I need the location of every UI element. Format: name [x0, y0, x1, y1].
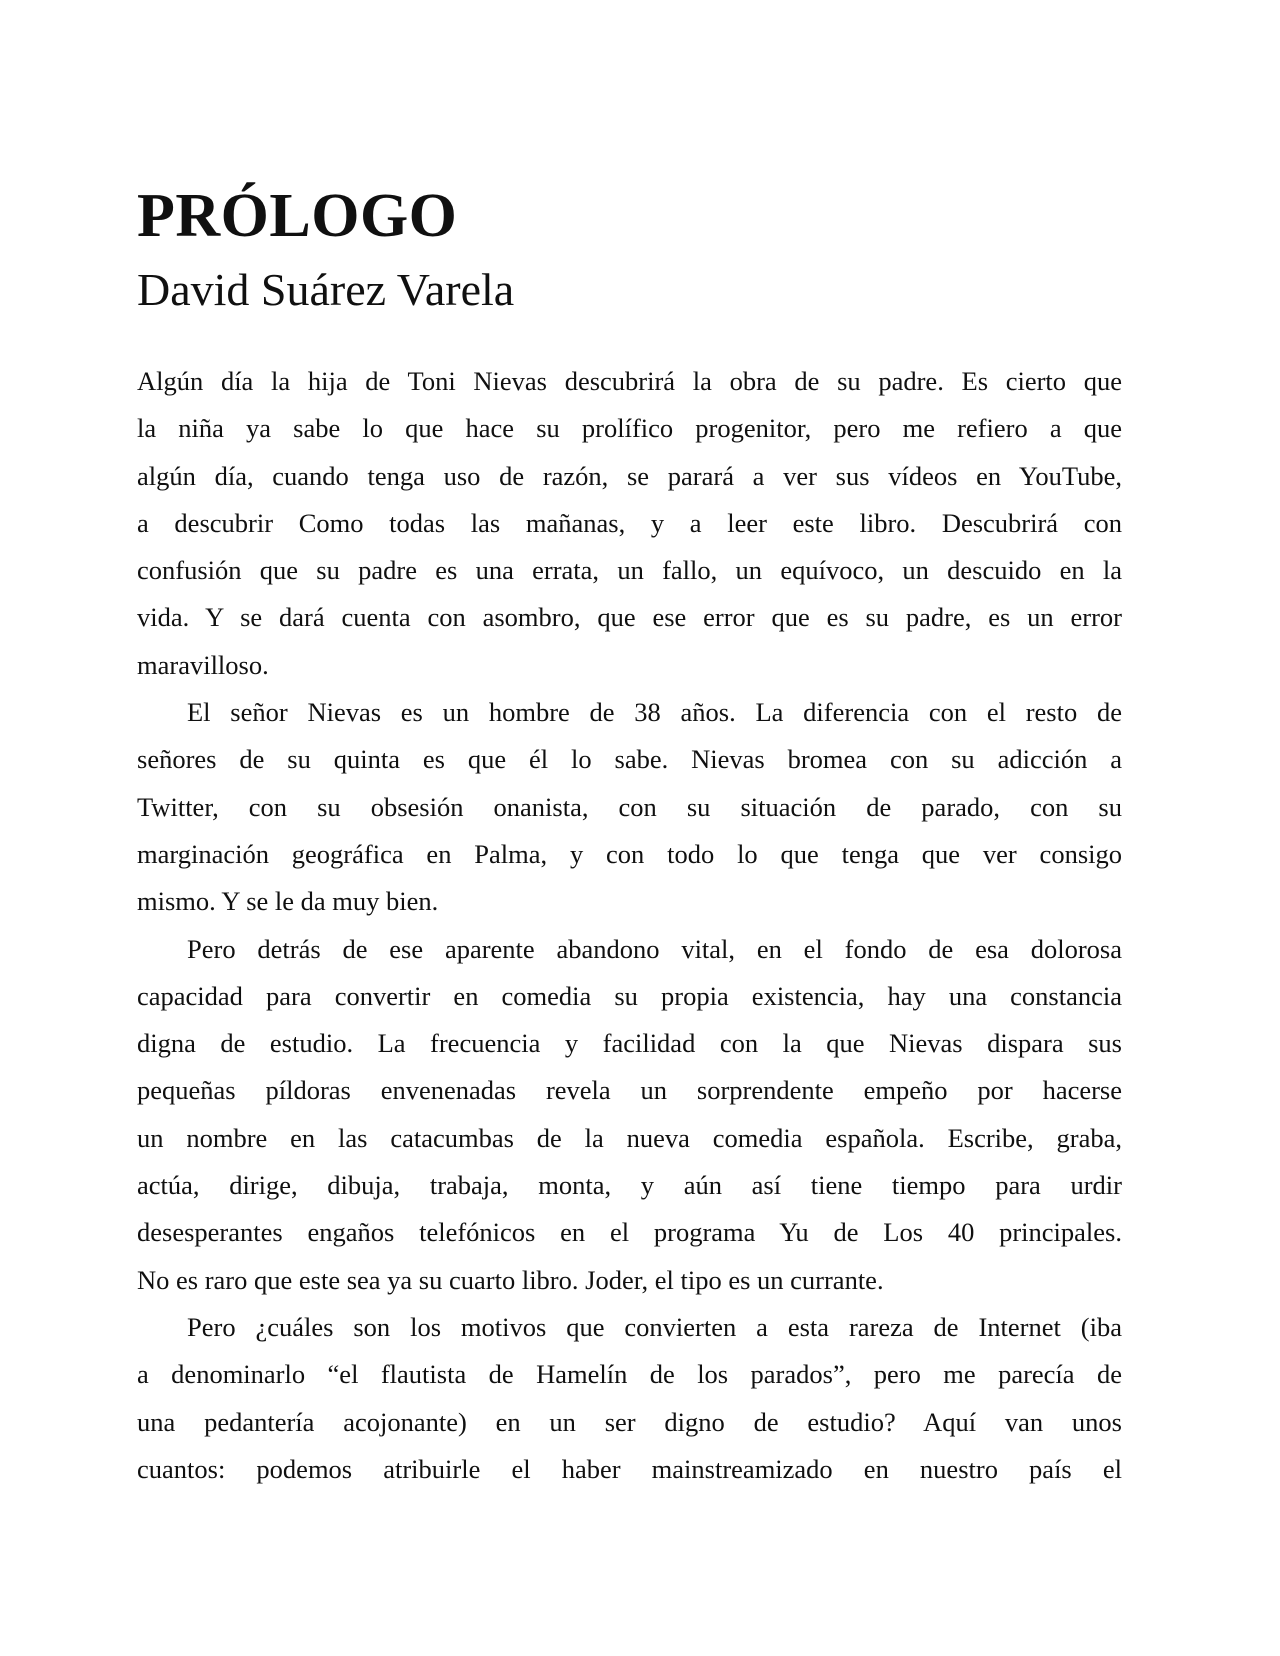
text-line: maravilloso.	[137, 649, 269, 680]
text-line: un nombre en las catacumbas de la nueva comedia española. Escribe, graba,	[137, 1122, 1122, 1153]
text-line: desesperantes engaños telefónicos en el programa Yu de Los 40 principales.	[137, 1217, 1122, 1248]
text-line: mismo. Y se le da muy bien.	[137, 886, 439, 917]
text-line: No es raro que este sea ya su cuarto libro. Joder, el tipo es un currante.	[137, 1264, 884, 1295]
text-line: señores de su quinta es que él lo sabe. Nievas bromea con su adicción a	[137, 744, 1122, 775]
text-line: cuantos: podemos atribuirle el haber mainstreamizado en nuestro país el	[137, 1453, 1122, 1484]
text-line: digna de estudio. La frecuencia y facilidad con la que Nievas dispara sus	[137, 1028, 1122, 1059]
page-content	[137, 0, 1122, 1493]
page-subtitle: David Suárez Varela	[137, 264, 515, 315]
text-line: algún día, cuando tenga uso de razón, se parará a ver sus vídeos en YouTube,	[137, 460, 1122, 491]
text-line: El señor Nievas es un hombre de 38 años. La diferencia con el resto de	[187, 697, 1122, 728]
text-line: la niña ya sabe lo que hace su prolífico progenitor, pero me refiero a que	[137, 413, 1122, 444]
text-line: Pero ¿cuáles son los motivos que convierten a esta rareza de Internet (iba	[187, 1311, 1122, 1342]
text-line: a descubrir Como todas las mañanas, y a leer este libro. Descubrirá con	[137, 507, 1122, 538]
text-line: actúa, dirige, dibuja, trabaja, monta, y aún así tiene tiempo para urdir	[137, 1170, 1122, 1201]
text-line: confusión que su padre es una errata, un fallo, un equívoco, un descuido en la	[137, 555, 1122, 586]
text-line: Twitter, con su obsesión onanista, con su situación de parado, con su	[137, 791, 1122, 822]
text-line: una pedantería acojonante) en un ser digno de estudio? Aquí van unos	[137, 1406, 1122, 1437]
text-line: marginación geográfica en Palma, y con todo lo que tenga que ver consigo	[137, 838, 1122, 869]
page-title: PRÓLOGO	[137, 182, 458, 250]
text-line: Pero detrás de ese aparente abandono vital, en el fondo de esa dolorosa	[187, 933, 1122, 964]
body-text	[137, 358, 1122, 1493]
text-line: Algún día la hija de Toni Nievas descubrirá la obra de su padre. Es cierto que	[137, 366, 1122, 396]
text-line: a denominarlo “el flautista de Hamelín de los parados”, pero me parecía de	[137, 1359, 1122, 1390]
text-line: pequeñas píldoras envenenadas revela un sorprendente empeño por hacerse	[137, 1075, 1122, 1106]
text-line: vida. Y se dará cuenta con asombro, que ese error que es su padre, es un error	[137, 602, 1122, 633]
text-line: capacidad para convertir en comedia su propia existencia, hay una constancia	[137, 980, 1122, 1011]
